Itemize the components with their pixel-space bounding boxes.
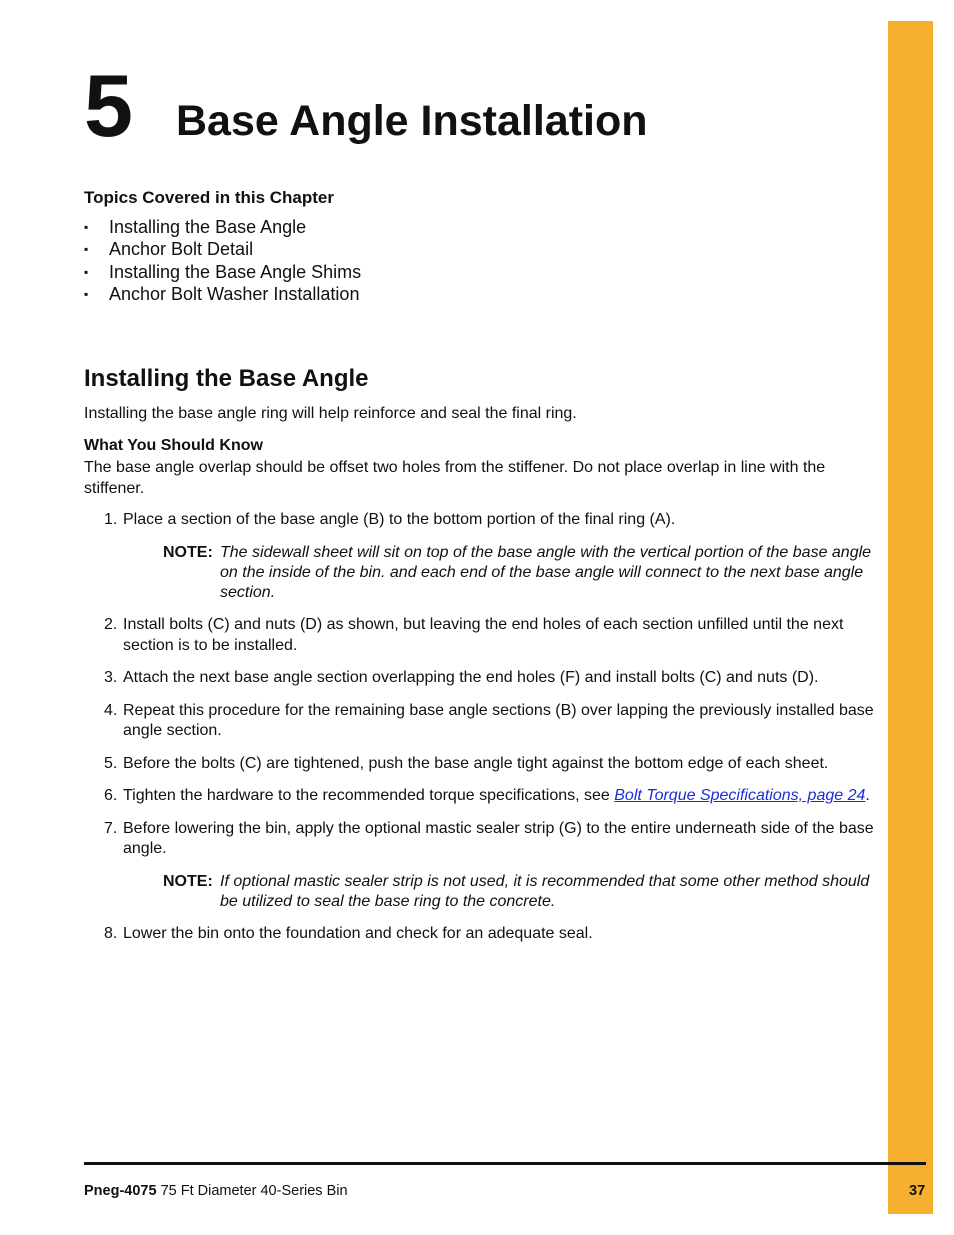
step-text-end: . bbox=[865, 787, 870, 805]
topic-item bbox=[84, 238, 361, 260]
section-heading: Installing the Base Angle bbox=[84, 365, 369, 392]
note-text: If optional mastic sealer strip is not used, it is recommended that some other method should be utilized to seal the base ring to the concrete. bbox=[220, 872, 870, 910]
step-text: Install bolts (C) and nuts (D) as shown, but leaving the end holes of each section unfilled until the next section is to be installed. bbox=[123, 616, 844, 654]
page-number: 37 bbox=[909, 1183, 926, 1199]
step-text: Before the bolts (C) are tightened, push the base angle tight against the bottom edge of each sheet. bbox=[123, 754, 829, 772]
bullet-icon: ▪ bbox=[84, 242, 89, 257]
step-text: Lower the bin onto the foundation and check for an adequate seal. bbox=[123, 925, 593, 943]
footer-doc-info bbox=[84, 1183, 348, 1199]
bullet-icon: ▪ bbox=[84, 220, 89, 234]
step-text: Before lowering the bin, apply the optional mastic sealer strip (G) to the entire underneath side of the base angle. bbox=[123, 819, 874, 858]
note-text: The sidewall sheet will sit on top of the base angle with the vertical portion of the base angle on the inside of the bin. and each end of the base angle will connect to the next base angle section. bbox=[220, 543, 872, 601]
step-text: Repeat this procedure for the remaining base angle sections (B) over lapping the previously installed base angle section. bbox=[123, 701, 874, 740]
topic-item bbox=[84, 261, 361, 283]
chapter-side-tab bbox=[888, 21, 933, 1214]
bullet-icon: ▪ bbox=[84, 264, 89, 279]
step-7 bbox=[84, 819, 874, 912]
topics-heading: Topics Covered in this Chapter bbox=[84, 188, 335, 207]
step-number: 2. bbox=[104, 616, 118, 634]
topic-item bbox=[84, 283, 361, 305]
step-number: 6. bbox=[104, 787, 118, 805]
note-label: NOTE: bbox=[163, 543, 213, 561]
procedure-steps bbox=[84, 510, 874, 957]
topic-item bbox=[84, 216, 361, 238]
step-text: Place a section of the base angle (B) to the bottom portion of the final ring (A). bbox=[123, 511, 676, 528]
step-text: Attach the next base angle section overlapping the end holes (F) and install bolts (C) and nuts (D). bbox=[123, 669, 819, 687]
topics-list bbox=[84, 216, 361, 305]
note-2 bbox=[123, 872, 874, 912]
topic-label: Installing the Base Angle bbox=[109, 217, 307, 237]
section-intro: Installing the base angle ring will help reinforce and seal the final ring. bbox=[84, 405, 577, 422]
topic-label: Installing the Base Angle Shims bbox=[109, 261, 362, 282]
step-1 bbox=[84, 510, 874, 603]
chapter-number: 5 bbox=[84, 56, 133, 155]
step-6 bbox=[84, 786, 874, 807]
step-number: 8. bbox=[104, 925, 118, 943]
step-number: 7. bbox=[104, 819, 118, 837]
doc-number: Pneg-4075 bbox=[84, 1183, 157, 1199]
step-2 bbox=[84, 615, 874, 656]
step-number: 5. bbox=[104, 754, 118, 772]
footer-rule bbox=[84, 1162, 926, 1165]
note-1 bbox=[123, 543, 874, 604]
what-you-should-know-heading: What You Should Know bbox=[84, 437, 263, 454]
step-8 bbox=[84, 924, 874, 945]
bolt-torque-link[interactable]: Bolt Torque Specifications, page 24 bbox=[614, 787, 866, 805]
bullet-icon: ▪ bbox=[84, 286, 89, 301]
step-4 bbox=[84, 701, 874, 742]
what-you-should-know-text: The base angle overlap should be offset two holes from the stiffener. Do not place overlap in line with the stiffener. bbox=[84, 459, 826, 497]
note-label: NOTE: bbox=[163, 872, 213, 890]
topic-label: Anchor Bolt Detail bbox=[109, 239, 254, 260]
step-5 bbox=[84, 754, 874, 775]
step-number: 3. bbox=[104, 669, 118, 687]
step-number: 1. bbox=[104, 511, 118, 528]
step-number: 4. bbox=[104, 701, 118, 719]
topic-label: Anchor Bolt Washer Installation bbox=[109, 283, 360, 304]
doc-title: 75 Ft Diameter 40-Series Bin bbox=[156, 1183, 348, 1199]
chapter-title: Base Angle Installation bbox=[176, 97, 648, 145]
step-text: Tighten the hardware to the recommended torque specifications, see bbox=[123, 787, 615, 805]
step-3 bbox=[84, 668, 874, 689]
